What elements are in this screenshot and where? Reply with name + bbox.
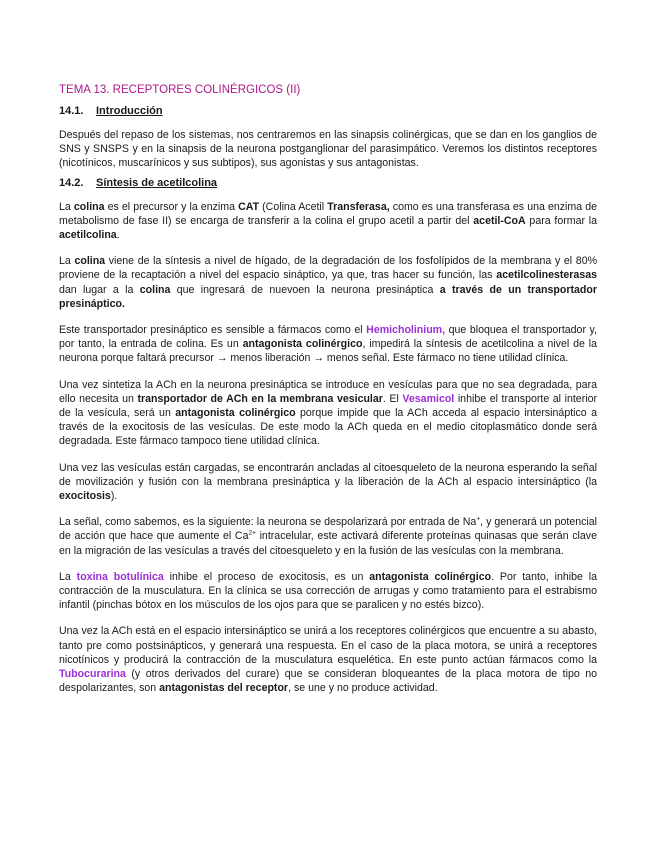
section-number: 14.1. (59, 105, 84, 117)
bold-term: acetilcolinesterasas (496, 269, 597, 282)
text-run: . El (382, 392, 403, 405)
text-run: para formar la (525, 214, 598, 227)
bold-term: a través de un transportador presináptico. (59, 283, 597, 310)
text-run: es el precursor y la enzima (104, 200, 239, 213)
text-run: que bloquea el transportador y, por tanto, la entrada de colina. Es un (59, 324, 598, 351)
bold-term: Transferasa, (327, 200, 390, 213)
text-run: viene de la síntesis a nivel de hígado, de la degradación de los fosfolípidos de la membrana y el 80% proviene de la recaptación a nivel del espacio sináptico, ya que, tras hacer su función, las (59, 255, 598, 282)
text-run: (Colina Acetil (259, 200, 328, 213)
text-run: . Por tanto, inhibe la contracción de la musculatura. En la clínica se usa corrección de arrugas y como tratamiento para el estrabismo infantil (pinchas bótox en los músculos de los ojos para que se paralicen y no estés bizco). (59, 570, 598, 612)
text-run: inhibe el proceso de exocitosis, es un (163, 570, 370, 583)
text-run: intracelular, este activará diferente proteínas quinasas que serán clave en la migración de las vesículas a través del citoesqueleto y en la fusión de las vesículas con la membrana. (59, 530, 597, 557)
bold-term: colina (139, 283, 171, 296)
text-run: ). (110, 490, 118, 503)
document-page (59, 84, 597, 708)
text-run: , se une y no produce actividad. (288, 682, 438, 695)
drug-name: toxina botulínica (76, 570, 164, 583)
section-heading-synthesis (59, 177, 597, 189)
section-title: Introducción (96, 105, 163, 117)
text-run: Una vez sintetiza la ACh en la neurona presináptica se introduce en vesículas para que no sea degradada, para ello necesita un (59, 378, 597, 405)
paragraph-vesamicol (59, 378, 597, 449)
text-run: Una vez las vesículas están cargadas, se encontrarán ancladas al citoesqueleto de la neurona esperando la señal de movilización y fusión con la membrana presináptica y la liberación de la ACh al espacio intersináptico (la (59, 461, 597, 488)
bold-term: antagonista colinérgico (175, 407, 296, 420)
text-run: porque impide que la ACh acceda al espacio intersináptico a través de la exocitosis de las vesículas. De este modo la ACh queda en el medio citoplasmático donde será degradada. Este fármaco tampoco tiene utilidad clínica. (59, 407, 597, 448)
bold-term: colina (74, 255, 106, 268)
section-title: Síntesis de acetilcolina (96, 176, 218, 189)
bold-term: transportador de ACh en la membrana vesicular (137, 392, 383, 405)
text-run: La (59, 570, 77, 583)
superscript: 2+ (248, 529, 256, 537)
section-number: 14.2. (59, 176, 84, 189)
text-run: La (59, 255, 75, 268)
intro-paragraph (59, 128, 597, 171)
text-run: . (116, 229, 120, 242)
section-heading-intro (59, 105, 597, 117)
paragraph-choline-cat (59, 200, 597, 243)
paragraph-tubocurarine (59, 624, 597, 695)
paragraph-signal (59, 515, 597, 558)
text-run: La señal, como sabemos, es la siguiente: la neurona se despolarizará por entrada de Na (59, 516, 477, 529)
drug-name: Vesamicol (402, 392, 455, 405)
text-run: que ingresará de nuevoen la neurona presináptica (170, 283, 440, 296)
bold-term: colina (73, 200, 105, 213)
bold-term: exocitosis (59, 490, 111, 503)
text-run: , y generará un potencial de acción que hace que aumente el Ca (59, 516, 598, 543)
paragraph-choline-origin (59, 254, 597, 311)
text-run: La (59, 200, 74, 213)
text-run: dan lugar a la (59, 283, 140, 296)
text-run: inhibe el transporte al interior de la vesícula, será un (59, 392, 598, 420)
paragraph-botulinum (59, 570, 597, 613)
drug-name: Hemicholinium, (366, 324, 446, 337)
paragraph-vesicles (59, 461, 597, 504)
text-run: como es una transferasa es una enzima de metabolismo de fase II) se encarga de transferir a la colina el grupo acetil a partir del (59, 200, 597, 227)
paragraph-text: Después del repaso de los sistemas, nos centraremos en las sinapsis colinérgicas, que se dan en los ganglios de SNS y SNSPS y en la sinapsis de la neurona postganglionar del parasimpático. Veremos los distintos receptores (nicotínicos, muscarínicos y sus subtipos), sus agonistas y sus antagonistas. (59, 129, 597, 170)
drug-name: Tubocurarina (59, 668, 126, 681)
text-run: Una vez la ACh está en el espacio intersináptico se unirá a los receptores colinérgicos que encuentre a su abasto, tanto pre como postsinápticos, y generará una respuesta. En el caso de la placa motora, se unirá a receptores nicotínicos y producirá la contracción de la musculatura esquelética. En este punto actúan fármacos como la (59, 625, 597, 666)
page-title: TEMA 13. RECEPTORES COLINÉRGICOS (II) (59, 84, 301, 96)
bold-term: antagonista colinérgico (369, 570, 492, 583)
paragraph-hemicholinium (59, 323, 597, 366)
bold-term: acetilcolina (59, 229, 117, 242)
text-run: Este transportador presináptico es sensible a fármacos como el (59, 324, 367, 337)
bold-term: CAT (238, 200, 260, 213)
superscript: + (476, 515, 481, 523)
bold-term: antagonistas del receptor (159, 682, 289, 695)
bold-term: acetil-CoA (473, 214, 526, 227)
bold-term: antagonista colinérgico (242, 338, 363, 351)
text-run: , impedirá la síntesis de acetilcolina a nivel de la neurona porque faltará precursor → menos liberación → menos señal. Este fármaco no tiene utilidad clínica. (59, 338, 597, 365)
text-run: (y otros derivados del curare) que se consideran bloqueantes de la placa motora de tipo no despolarizantes, son (59, 668, 597, 695)
